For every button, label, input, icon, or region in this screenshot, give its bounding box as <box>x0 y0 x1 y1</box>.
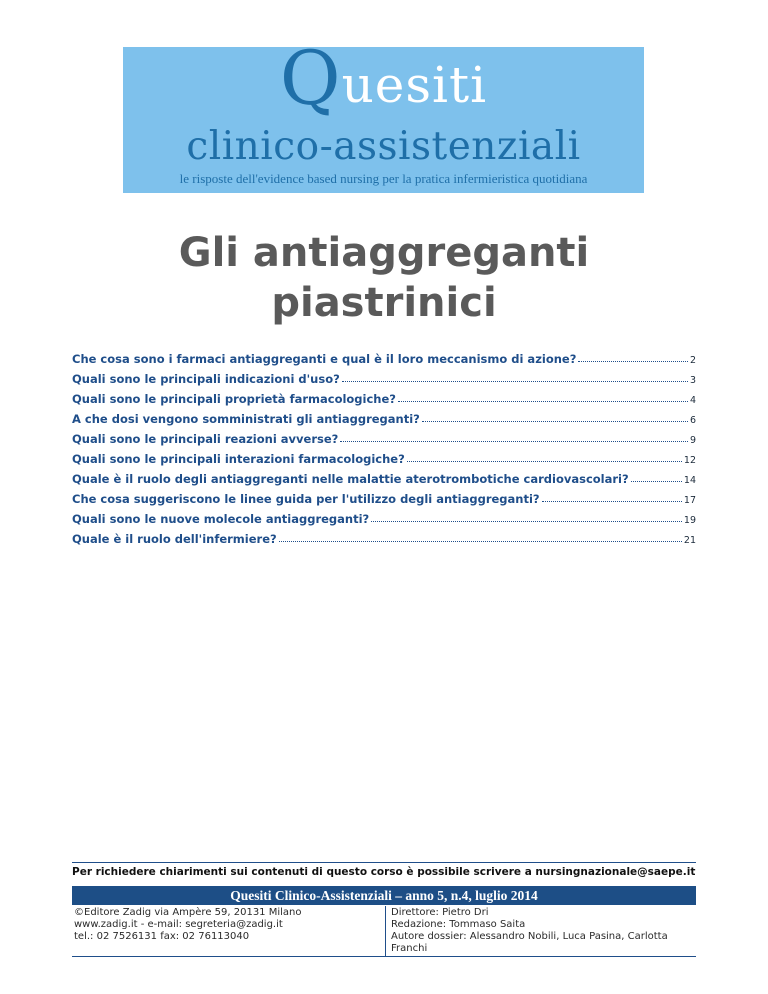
toc-item[interactable] <box>72 346 696 366</box>
toc-leader <box>542 501 682 502</box>
banner-subtitle: clinico-assistenziali <box>186 124 581 169</box>
toc-item[interactable] <box>72 526 696 546</box>
toc-item-page: 19 <box>683 515 696 526</box>
toc-item-page: 2 <box>689 355 696 366</box>
toc-item-label: Quali sono le nuove molecole antiaggreganti? <box>72 512 370 526</box>
publisher-web-email[interactable]: www.zadig.it - e-mail: segreteria@zadig.it <box>74 919 283 930</box>
toc-item[interactable] <box>72 366 696 386</box>
toc-leader <box>398 401 688 402</box>
toc-item-label: Quale è il ruolo dell'infermiere? <box>72 532 277 546</box>
toc-leader <box>631 481 682 482</box>
toc-item-label: Che cosa suggeriscono le linee guida per l'utilizzo degli antiaggreganti? <box>72 492 540 506</box>
toc-item-label: Che cosa sono i farmaci antiaggreganti e qual è il loro meccanismo di azione? <box>72 352 577 366</box>
toc-item-page: 17 <box>683 495 696 506</box>
toc-item-label: Quale è il ruolo degli antiaggreganti nelle malattie aterotrombotiche cardiovascolari? <box>72 472 629 486</box>
toc-item-page: 14 <box>683 475 696 486</box>
publisher-info <box>72 906 386 956</box>
toc-item-page: 21 <box>683 535 696 546</box>
toc-item-label: Quali sono le principali indicazioni d'uso? <box>72 372 340 386</box>
toc-item-label: Quali sono le principali proprietà farmacologiche? <box>72 392 396 406</box>
footer-info <box>72 906 696 957</box>
toc-item-page: 3 <box>689 375 696 386</box>
toc-item[interactable] <box>72 386 696 406</box>
toc-item[interactable] <box>72 426 696 446</box>
toc-item-label: A che dosi vengono somministrati gli antiaggreganti? <box>72 412 420 426</box>
document-title-line1: Gli antiaggreganti <box>178 230 590 276</box>
document-title-line2: piastrinici <box>271 280 497 326</box>
toc-item[interactable] <box>72 486 696 506</box>
toc-item[interactable] <box>72 506 696 526</box>
toc-item[interactable] <box>72 406 696 426</box>
toc-leader <box>340 441 688 442</box>
editorial-staff: Redazione: Tommaso Saita <box>391 919 526 930</box>
publisher-phone: tel.: 02 7526131 fax: 02 76113040 <box>74 931 250 942</box>
document-title <box>100 228 668 328</box>
banner-title-initial: Q <box>279 36 342 122</box>
banner-title-rest: uesiti <box>341 56 488 114</box>
toc-leader <box>578 361 688 362</box>
toc-item-label: Quali sono le principali interazioni farmacologiche? <box>72 452 405 466</box>
toc-item-page: 9 <box>689 435 696 446</box>
director: Direttore: Pietro Dri <box>391 907 489 918</box>
toc-item[interactable] <box>72 446 696 466</box>
toc-leader <box>407 461 682 462</box>
contact-note: Per richiedere chiarimenti sui contenuti di questo corso è possibile scrivere a nursingnazionale@saepe.it <box>72 866 696 878</box>
publisher-address: ©Editore Zadig via Ampère 59, 20131 Milano <box>74 907 302 918</box>
dossier-authors: Autore dossier: Alessandro Nobili, Luca Pasina, Carlotta Franchi <box>391 931 668 954</box>
table-of-contents <box>72 346 696 546</box>
toc-item-page: 6 <box>689 415 696 426</box>
toc-leader <box>342 381 688 382</box>
toc-leader <box>279 541 682 542</box>
issue-bar: Quesiti Clinico-Assistenziali – anno 5, n.4, luglio 2014 <box>72 886 696 905</box>
banner-title <box>123 36 644 122</box>
banner-tagline: le risposte dell'evidence based nursing per la pratica infermieristica quotidiana <box>179 171 588 186</box>
footer-divider <box>72 862 696 863</box>
toc-item-page: 4 <box>689 395 696 406</box>
toc-item-label: Quali sono le principali reazioni avverse? <box>72 432 339 446</box>
toc-item-page: 12 <box>683 455 696 466</box>
toc-item[interactable] <box>72 466 696 486</box>
toc-leader <box>371 521 682 522</box>
toc-leader <box>422 421 688 422</box>
header-banner <box>123 36 644 193</box>
editorial-info <box>386 906 696 956</box>
